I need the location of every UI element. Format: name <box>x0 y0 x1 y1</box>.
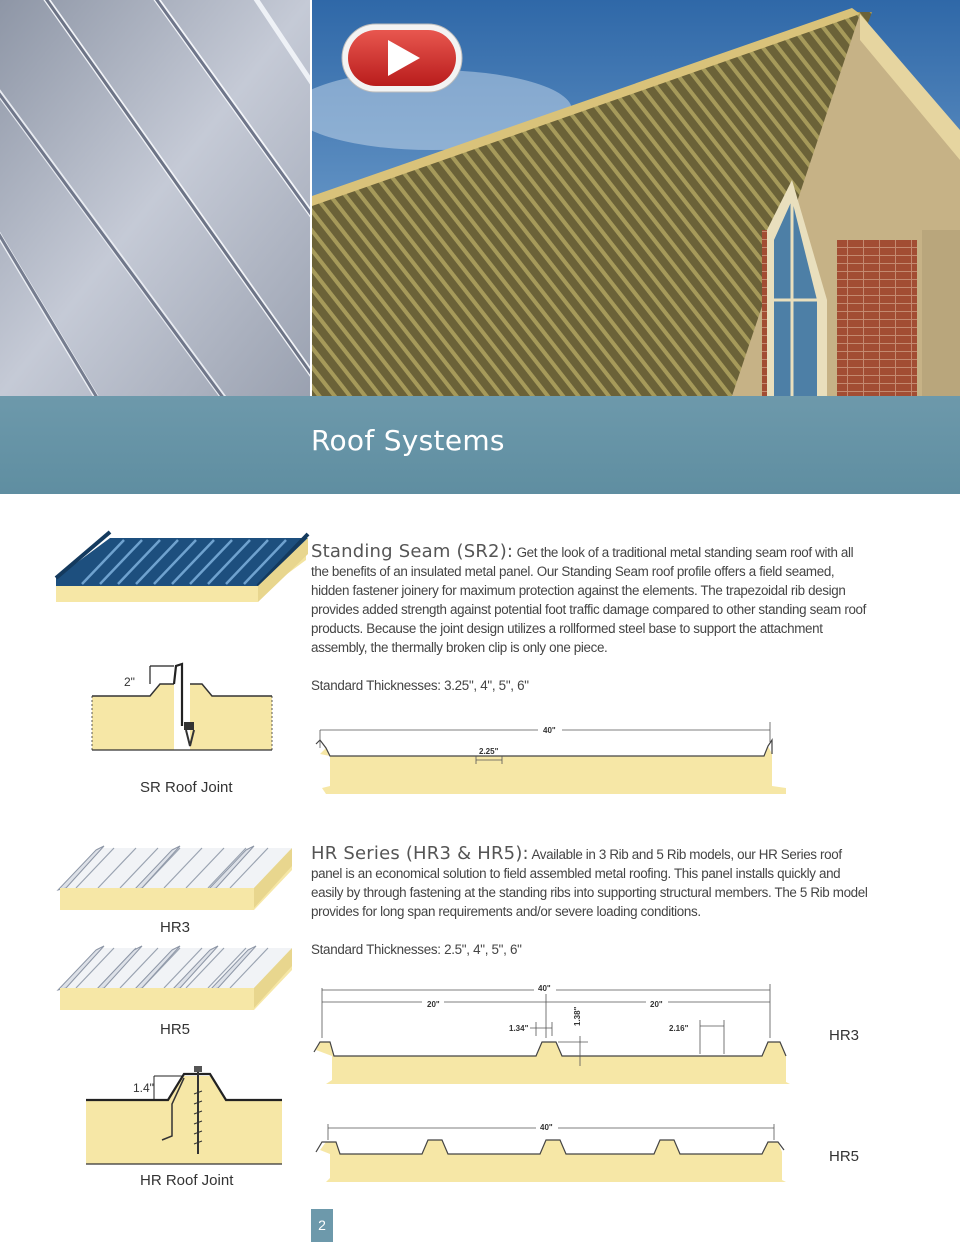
hr3-profile-diagram <box>312 980 796 1090</box>
hr-series-section <box>311 844 871 921</box>
sr2-rib-dimension: 2.25" <box>479 747 499 756</box>
hr5-profile-diagram <box>312 1120 796 1190</box>
hr3-rib-base-dimension: 2.16" <box>669 1024 689 1033</box>
hr3-rib-height-dimension: 1.38" <box>573 1006 582 1026</box>
hr-roof-joint-diagram <box>84 1064 284 1172</box>
metal-panel-photo <box>0 0 310 396</box>
sr2-width-dimension: 40" <box>543 726 556 735</box>
play-icon <box>340 22 464 94</box>
hr-series-heading: HR Series (HR3 & HR5): <box>311 843 529 864</box>
page-title: Roof Systems <box>311 424 505 457</box>
standing-seam-body: Get the look of a traditional metal standing seam roof with all the benefits of an insulated metal panel. Our Standing Seam roof profile offers a field seamed, hidden fastener joinery for maximum protection against the elements. The trapezoidal rib design provides added strength against potential foot traffic damage compared to other standing seam roof products. Because the joint design utilizes a rollformed steel base to support the attachment assembly, the thermally broken clip is only one piece. <box>311 545 867 655</box>
standing-seam-description <box>311 542 871 657</box>
sr2-panel-illustration <box>52 530 314 612</box>
sr-joint-dimension: 2" <box>124 675 135 689</box>
hr-series-body: Available in 3 Rib and 5 Rib models, our HR Series roof panel is an economical solution to field assembled metal roofing. This panel installs quickly and easily by through fastening at the standing ribs into supporting structural members. The 5 Rib model provides for long span requirements and/or severe loading conditions. <box>311 847 868 919</box>
hr-joint-dimension: 1.4" <box>133 1081 154 1095</box>
sr2-profile-diagram <box>312 718 792 800</box>
hr5-illustration-label: HR5 <box>160 1021 191 1038</box>
hr-series-thicknesses: Standard Thicknesses: 2.5", 4", 5", 6" <box>311 942 522 957</box>
hr3-left-half-dimension: 20" <box>427 1000 440 1009</box>
standing-seam-heading: Standing Seam (SR2): <box>311 541 514 562</box>
hr3-rib-top-dimension: 1.34" <box>509 1024 529 1033</box>
hr5-total-dimension: 40" <box>540 1123 553 1132</box>
hr-series-description <box>311 844 871 921</box>
hr5-profile-label: HR5 <box>829 1148 860 1165</box>
standing-seam-section <box>311 542 871 657</box>
hr-roof-joint-label: HR Roof Joint <box>140 1172 234 1189</box>
sr-roof-joint-diagram <box>90 660 275 770</box>
hr3-illustration-label: HR3 <box>160 919 191 936</box>
hr3-profile-label: HR3 <box>829 1027 860 1044</box>
hr3-panel-illustration <box>56 844 294 914</box>
page-number: 2 <box>311 1209 333 1242</box>
standing-seam-thicknesses: Standard Thicknesses: 3.25", 4", 5", 6" <box>311 678 529 693</box>
hero-images <box>0 0 960 396</box>
sr-roof-joint-label: SR Roof Joint <box>140 779 233 796</box>
hr3-total-dimension: 40" <box>538 984 551 993</box>
play-video-button[interactable] <box>340 22 464 94</box>
hr5-panel-illustration <box>56 944 294 1014</box>
hr3-right-half-dimension: 20" <box>650 1000 663 1009</box>
